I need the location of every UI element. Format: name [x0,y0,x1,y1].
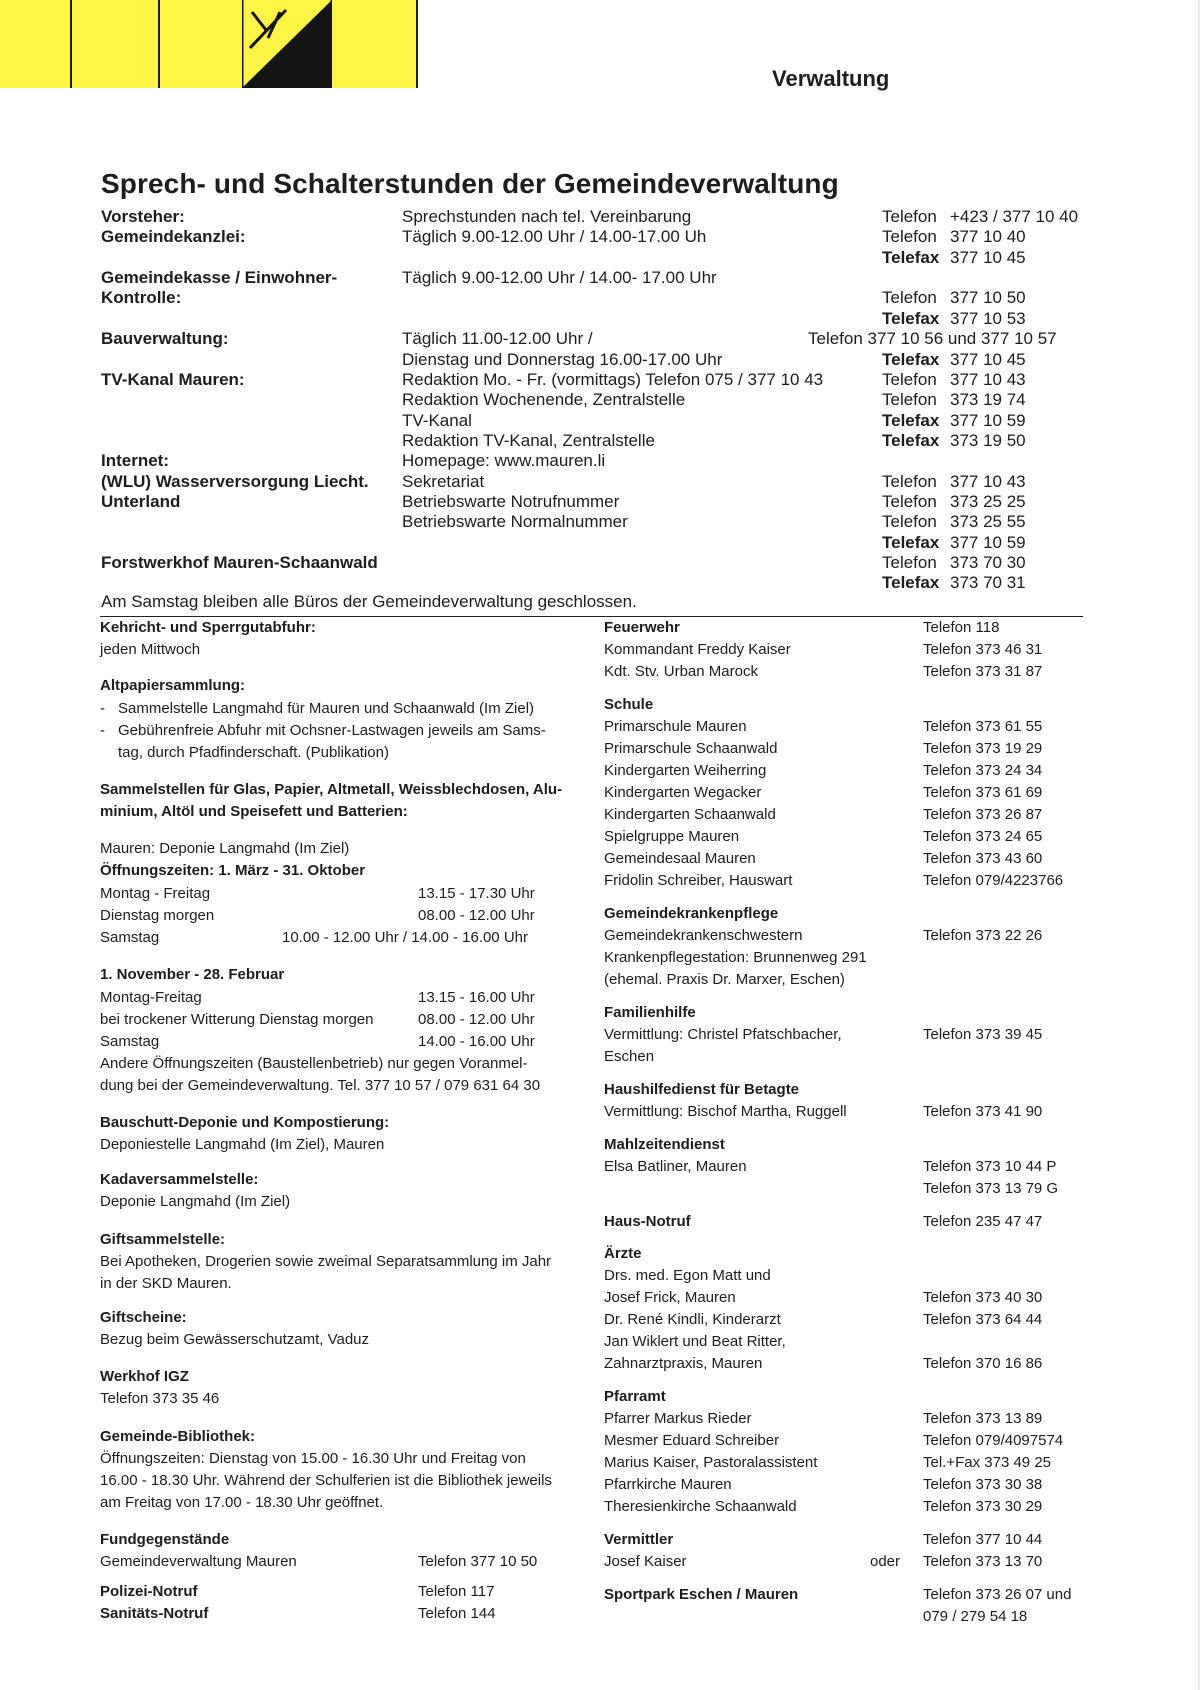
section-heading: Haushilfedienst für Betagte [604,1081,800,1098]
phone-kind: Telefon [882,288,937,307]
phone-kind: Telefon [882,370,937,389]
office-label: Gemeindekasse / Einwohner- [101,268,338,287]
phone-number: Telefon 373 61 69 [923,784,1043,801]
office-hours: Redaktion Mo. - Fr. (vormittags) Telefon 075 / 377 10 43 [402,370,824,389]
phone-number: Telefon 373 40 30 [923,1289,1043,1306]
office-hours: Dienstag und Donnerstag 16.00-17.00 Uhr [402,350,723,369]
phone-number: Telefon 373 13 70 [923,1553,1043,1570]
schedule-day: Montag-Freitag [100,989,202,1006]
phone-number: 373 70 30 [950,553,1026,572]
bullet-dash: - [100,722,105,739]
text-line: Andere Öffnungszeiten (Baustellenbetrieb) nur gegen Voranmel- [100,1055,528,1072]
section-heading: Altpapiersammlung: [100,677,246,694]
contact-name: Gemeindekrankenschwestern [604,927,803,944]
saturday-note: Am Samstag bleiben alle Büros der Gemeindeverwaltung geschlossen. [101,592,637,611]
contact-name: Vermittlung: Bischof Martha, Ruggell [604,1103,847,1120]
text-line: Mauren: Deponie Langmahd (Im Ziel) [100,840,350,857]
section-heading: Vermittler [604,1531,674,1548]
contact-name: Dr. René Kindli, Kinderarzt [604,1311,781,1328]
phone-number: 373 19 50 [950,431,1026,450]
contact-name: Kindergarten Wegacker [604,784,762,801]
section-heading: Polizei-Notruf [100,1583,198,1600]
contact-name: Gemeindesaal Mauren [604,850,756,867]
phone-number: Telefon 373 26 87 [923,806,1043,823]
contact-name: (ehemal. Praxis Dr. Marxer, Eschen) [604,971,845,988]
schedule-time: 08.00 - 12.00 Uhr [418,907,535,924]
office-hours: Täglich 9.00-12.00 Uhr / 14.00-17.00 Uh [402,227,707,246]
contact-name: Primarschule Schaanwald [604,740,778,757]
contact-name: Jan Wiklert und Beat Ritter, [604,1333,786,1350]
phone-number: Telefon 373 13 79 G [923,1180,1059,1197]
text-line: Gebührenfreie Abfuhr mit Ochsner-Lastwagen jeweils am Sams- [118,722,546,739]
text-line: Deponie Langmahd (Im Ziel) [100,1193,291,1210]
section-title: Verwaltung [772,66,890,91]
phone-number: Telefon 373 13 89 [923,1410,1043,1427]
section-heading: Mahlzeitendienst [604,1136,725,1153]
office-hours: Redaktion TV-Kanal, Zentralstelle [402,431,655,450]
contact-name: Fridolin Schreiber, Hauswart [604,872,793,889]
section-heading: Gemeindekrankenpflege [604,905,779,922]
phone-number: Telefon 373 19 29 [923,740,1043,757]
section-heading: Giftsammelstelle: [100,1231,226,1248]
office-hours: Sprechstunden nach tel. Vereinbarung [402,207,692,226]
office-hours: Redaktion Wochenende, Zentralstelle [402,390,686,409]
phone-kind: Telefax [882,533,940,552]
phone-number: 377 10 53 [950,309,1026,328]
schedule-day: Dienstag morgen [100,907,215,924]
contact-name: Mesmer Eduard Schreiber [604,1432,780,1449]
contact-name: Eschen [604,1048,655,1065]
section-heading: Bauschutt-Deponie und Kompostierung: [100,1114,390,1131]
office-hours: TV-Kanal [402,411,472,430]
phone-number: Telefon 373 39 45 [923,1026,1043,1043]
schedule-time: 13.15 - 16.00 Uhr [418,989,535,1006]
banner-divider [70,0,72,88]
phone-kind: Telefon [882,492,937,511]
text-line: tag, durch Pfadfinderschaft. (Publikation) [118,744,389,761]
phone-number: Telefon 373 61 55 [923,718,1043,735]
phone-kind: Telefon [882,472,937,491]
page-title: Sprech- und Schalterstunden der Gemeindeverwaltung [101,168,839,199]
phone-kind: Telefax [882,350,940,369]
phone-kind: Telefon [882,227,937,246]
phone-number: 377 10 43 [950,472,1026,491]
office-label: (WLU) Wasserversorgung Liecht. [101,472,369,491]
phone-number: Telefon 373 64 44 [923,1311,1043,1328]
text-line: jeden Mittwoch [100,641,201,658]
office-hours: Betriebswarte Normalnummer [402,512,628,531]
schedule-day: Samstag [100,929,160,946]
phone-number: Telefon 079/4223766 [923,872,1064,889]
contact-name: Primarschule Mauren [604,718,747,735]
contact-name: Kindergarten Weiherring [604,762,767,779]
phone-number: +423 / 377 10 40 [950,207,1079,226]
text-line: 16.00 - 18.30 Uhr. Während der Schulferien ist die Bibliothek jeweils [100,1472,552,1489]
contact-name: Pfarrkirche Mauren [604,1476,732,1493]
office-label: TV-Kanal Mauren: [101,370,245,389]
contact-name: Kommandant Freddy Kaiser [604,641,791,658]
section-heading: Sammelstellen für Glas, Papier, Altmetall, Weissblechdosen, Alu- [100,781,563,798]
contact-name: Krankenpflegestation: Brunnenweg 291 [604,949,867,966]
schedule-day: Samstag [100,1033,160,1050]
schedule-day: bei trockener Witterung Dienstag morgen [100,1011,374,1028]
contact-name: Kdt. Stv. Urban Marock [604,663,758,680]
section-heading: Haus-Notruf [604,1213,691,1230]
schedule-time: 08.00 - 12.00 Uhr [418,1011,535,1028]
contact-name: Theresienkirche Schaanwald [604,1498,797,1515]
municipal-crest-icon [242,0,332,88]
phone-number: 373 25 25 [950,492,1026,511]
schedule-time: 14.00 - 16.00 Uhr [418,1033,535,1050]
text-line: oder [870,1553,901,1570]
phone-number: Telefon 377 10 44 [923,1531,1043,1548]
contact-name: Zahnarztpraxis, Mauren [604,1355,763,1372]
phone-number: Telefon 117 [418,1583,495,1600]
phone-kind: Telefon [882,207,937,226]
phone-kind: Telefax [882,573,940,592]
text-line: Deponiestelle Langmahd (Im Ziel), Mauren [100,1136,385,1153]
section-heading: minium, Altöl und Speisefett und Batterien: [100,803,408,820]
phone-number: Telefon 118 [923,619,1000,636]
phone-number: 373 25 55 [950,512,1026,531]
section-heading: Sanitäts-Notruf [100,1605,209,1622]
phone-number: 373 70 31 [950,573,1026,592]
phone-number: Telefon 373 31 87 [923,663,1043,680]
phone-kind: Telefax [882,309,940,328]
contact-name: Vermittlung: Christel Pfatschbacher, [604,1026,842,1043]
contact-name: Pfarrer Markus Rieder [604,1410,752,1427]
section-heading: Pfarramt [604,1388,666,1405]
phone-number: Telefon 079/4097574 [923,1432,1064,1449]
phone-kind: Telefon [882,512,937,531]
office-label: Internet: [101,451,169,470]
phone-number: Tel.+Fax 373 49 25 [923,1454,1052,1471]
phone-number: 377 10 45 [950,248,1026,267]
phone-number: Telefon 373 22 26 [923,927,1043,944]
section-heading: Sportpark Eschen / Mauren [604,1586,799,1603]
text-line: Telefon 373 35 46 [100,1390,220,1407]
office-label: Kontrolle: [101,288,182,307]
contact-name: Josef Frick, Mauren [604,1289,736,1306]
section-heading: 1. November - 28. Februar [100,966,285,983]
text-line: Bezug beim Gewässerschutzamt, Vaduz [100,1331,370,1348]
phone-number: Telefon 373 41 90 [923,1103,1043,1120]
phone-number: 377 10 59 [950,411,1026,430]
phone-number: Telefon 235 47 47 [923,1213,1043,1230]
section-heading: Schule [604,696,654,713]
section-heading: Öffnungszeiten: 1. März - 31. Oktober [100,862,366,879]
section-heading: Fundgegenstände [100,1531,230,1548]
phone-number: Telefon 373 30 29 [923,1498,1043,1515]
phone-number: Telefon 373 24 65 [923,828,1043,845]
text-line: in der SKD Mauren. [100,1275,232,1292]
schedule-time: 10.00 - 12.00 Uhr / 14.00 - 16.00 Uhr [282,929,528,946]
phone-number: Telefon 373 46 31 [923,641,1043,658]
office-hours: Homepage: www.mauren.li [402,451,606,470]
office-label: Gemeindekanzlei: [101,227,246,246]
section-heading: Ärzte [604,1245,642,1262]
section-heading: Familienhilfe [604,1004,696,1021]
section-heading: Feuerwehr [604,619,680,636]
phone-number: Telefon 377 10 50 [418,1553,538,1570]
phone-number: 377 10 40 [950,227,1026,246]
office-label: Vorsteher: [101,207,185,226]
phone-number: 377 10 45 [950,350,1026,369]
phone-kind: Telefax [882,431,940,450]
phone-number: Telefon 373 24 34 [923,762,1043,779]
section-heading: Kehricht- und Sperrgutabfuhr: [100,619,316,636]
phone-number: Telefon 144 [418,1605,496,1622]
office-hours: Täglich 9.00-12.00 Uhr / 14.00- 17.00 Uhr [402,268,717,287]
bullet-dash: - [100,700,105,717]
phone-kind: Telefax [882,248,940,267]
office-phone: Telefon 377 10 56 und 377 10 57 [808,329,1057,348]
text-line: Öffnungszeiten: Dienstag von 15.00 - 16.30 Uhr und Freitag von [100,1450,526,1467]
office-label: Bauverwaltung: [101,329,229,348]
office-hours: Betriebswarte Notrufnummer [402,492,620,511]
phone-number: 079 / 279 54 18 [923,1608,1028,1625]
phone-number: 377 10 50 [950,288,1026,307]
section-heading: Werkhof IGZ [100,1368,189,1385]
phone-number: Telefon 373 30 38 [923,1476,1043,1493]
contact-name: Josef Kaiser [604,1553,687,1570]
office-label: Forstwerkhof Mauren-Schaanwald [101,553,378,572]
office-hours: Täglich 11.00-12.00 Uhr / [402,329,593,348]
text-line: Bei Apotheken, Drogerien sowie zweimal Separatsammlung im Jahr [100,1253,552,1270]
banner-divider [158,0,160,88]
phone-number: Telefon 370 16 86 [923,1355,1043,1372]
phone-kind: Telefon [882,390,937,409]
text-line: Sammelstelle Langmahd für Mauren und Schaanwald (Im Ziel) [118,700,535,717]
phone-number: 377 10 59 [950,533,1026,552]
contact-name: Marius Kaiser, Pastoralassistent [604,1454,818,1471]
phone-kind: Telefon [882,553,937,572]
phone-kind: Telefax [882,411,940,430]
section-heading: Gemeinde-Bibliothek: [100,1428,256,1445]
contact-name: Drs. med. Egon Matt und [604,1267,771,1284]
header-banner [0,0,418,88]
office-hours: Sekretariat [402,472,485,491]
phone-number: Telefon 373 10 44 P [923,1158,1057,1175]
section-heading: Giftscheine: [100,1309,187,1326]
section-heading: Kadaversammelstelle: [100,1171,259,1188]
office-label: Unterland [101,492,181,511]
banner-divider [416,0,418,88]
schedule-day: Montag - Freitag [100,885,211,902]
phone-number: Telefon 373 26 07 und [923,1586,1072,1603]
text-line: am Freitag von 17.00 - 18.30 Uhr geöffnet. [100,1494,384,1511]
text-line: Gemeindeverwaltung Mauren [100,1553,297,1570]
contact-name: Spielgruppe Mauren [604,828,740,845]
contact-name: Kindergarten Schaanwald [604,806,776,823]
phone-number: Telefon 373 43 60 [923,850,1043,867]
schedule-time: 13.15 - 17.30 Uhr [418,885,535,902]
phone-number: 373 19 74 [950,390,1026,409]
phone-number: 377 10 43 [950,370,1026,389]
contact-name: Elsa Batliner, Mauren [604,1158,747,1175]
text-line: dung bei der Gemeindeverwaltung. Tel. 377 10 57 / 079 631 64 30 [100,1077,541,1094]
